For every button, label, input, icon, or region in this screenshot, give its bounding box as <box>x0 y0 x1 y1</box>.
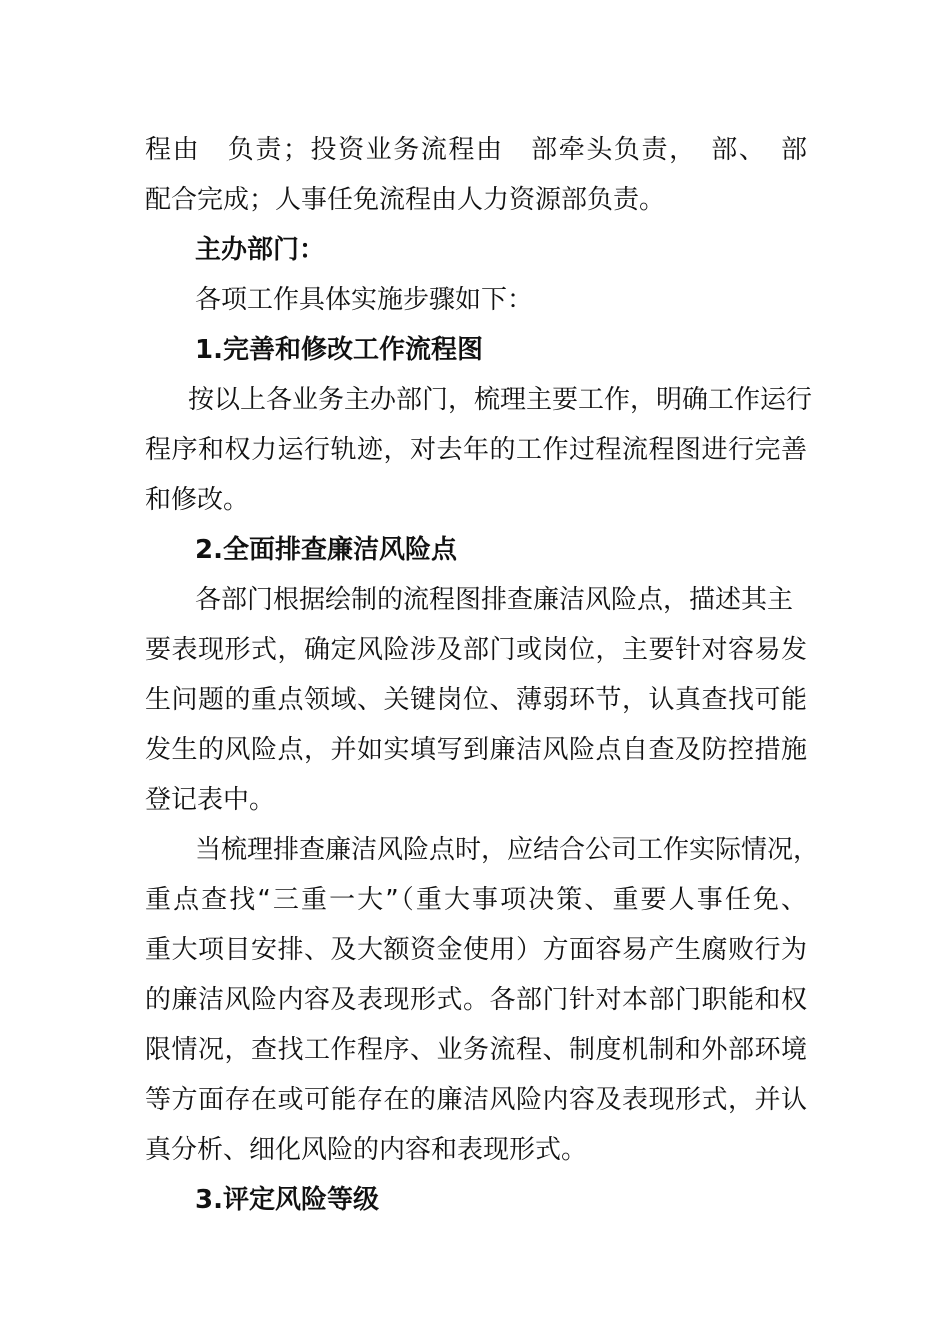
paragraph-line: 发生的风险点，并如实填写到廉洁风险点自查及防控措施 <box>145 735 807 765</box>
paragraph-line: 配合完成；人事任免流程由人力资源部负责。 <box>145 185 666 215</box>
paragraph-line: 重大项目安排、及大额资金使用）方面容易产生腐败行为 <box>145 935 807 965</box>
paragraph-line: 程由 负责；投资业务流程由 部牵头负责， 部、 部 <box>145 135 807 165</box>
paragraph-line: 和修改。 <box>145 485 250 515</box>
paragraph-line: 重点查找“三重一大”（重大事项决策、重要人事任免、 <box>145 885 807 915</box>
paragraph-line: 各项工作具体实施步骤如下： <box>195 285 534 315</box>
section-heading: 1.完善和修改工作流程图 <box>195 335 483 365</box>
paragraph-line: 生问题的重点领域、关键岗位、薄弱环节，认真查找可能 <box>145 685 807 715</box>
paragraph-line: 按以上各业务主办部门，梳理主要工作，明确工作运行 <box>188 385 813 415</box>
paragraph-line: 限情况，查找工作程序、业务流程、制度机制和外部环境 <box>145 1035 807 1065</box>
paragraph-line: 程序和权力运行轨迹，对去年的工作过程流程图进行完善 <box>145 435 807 465</box>
paragraph-line: 等方面存在或可能存在的廉洁风险内容及表现形式，并认 <box>145 1085 807 1115</box>
paragraph-line: 登记表中。 <box>145 785 276 815</box>
paragraph-line: 要表现形式，确定风险涉及部门或岗位，主要针对容易发 <box>145 635 807 665</box>
paragraph-line: 的廉洁风险内容及表现形式。各部门针对本部门职能和权 <box>145 985 807 1015</box>
section-heading: 2.全面排查廉洁风险点 <box>195 535 457 565</box>
section-heading: 3.评定风险等级 <box>195 1185 379 1215</box>
paragraph-line: 真分析、细化风险的内容和表现形式。 <box>145 1135 588 1165</box>
paragraph-line: 当梳理排查廉洁风险点时，应结合公司工作实际情况， <box>195 835 820 865</box>
paragraph-line: 各部门根据绘制的流程图排查廉洁风险点，描述其主 <box>195 585 794 615</box>
section-heading: 主办部门： <box>195 235 326 265</box>
